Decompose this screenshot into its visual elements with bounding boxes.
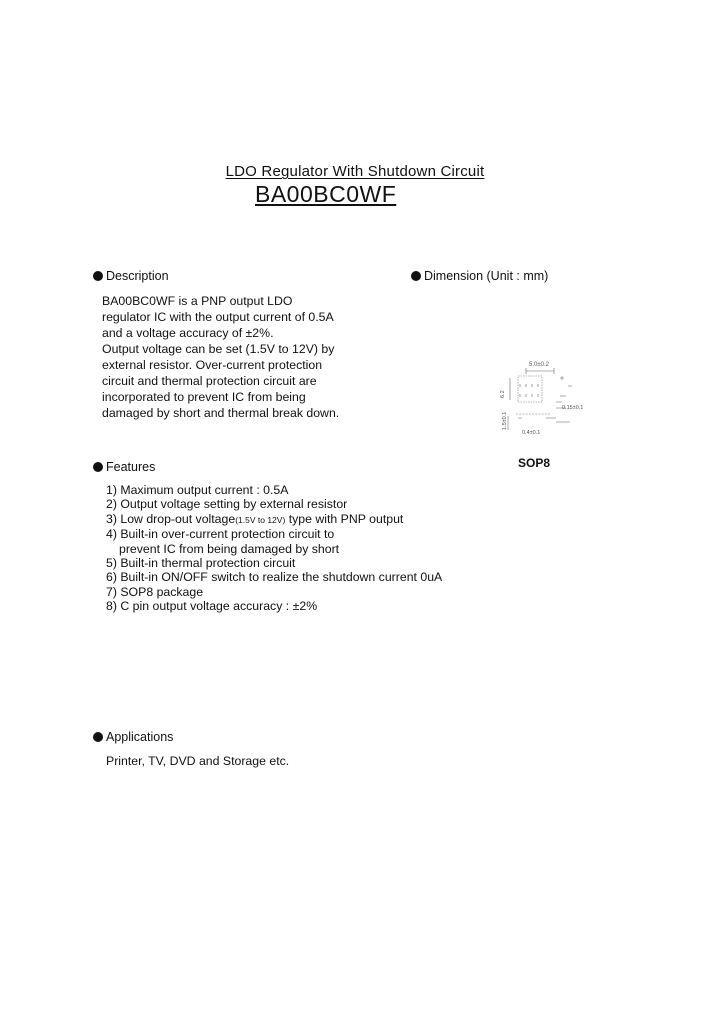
description-heading xyxy=(93,269,169,283)
description-line: damaged by short and thermal break down. xyxy=(102,406,340,420)
description-line: Output voltage can be set (1.5V to 12V) by xyxy=(102,342,335,356)
feature-item: 6) Built-in ON/OFF switch to realize the shutdown current 0uA xyxy=(106,570,443,585)
part-number-title: BA00BC0WF xyxy=(255,181,397,207)
feature-item-text: type with PNP output xyxy=(285,511,404,526)
description-line: circuit and thermal protection circuit are xyxy=(102,374,317,388)
package-label: SOP8 xyxy=(518,456,551,470)
feature-item-small-text: (1.5V to 12V) xyxy=(235,514,286,525)
bullet-icon xyxy=(411,271,421,281)
applications-heading xyxy=(93,730,173,744)
document-subtitle: LDO Regulator With Shutdown Circuit xyxy=(225,163,485,180)
feature-item: 5) Built-in thermal protection circuit xyxy=(106,556,296,571)
feature-item: 8) C pin output voltage accuracy : ±2% xyxy=(106,599,318,614)
feature-item-continuation: prevent IC from being damaged by short xyxy=(119,541,340,556)
features-heading xyxy=(93,460,155,474)
dimension-heading xyxy=(411,269,548,283)
bullet-icon xyxy=(93,462,103,472)
description-line: external resistor. Over-current protection xyxy=(102,358,323,372)
dim-label-height: 1.5±0.1 xyxy=(502,411,508,430)
svg-text:6.2: 6.2 xyxy=(500,390,506,398)
dim-label-top: 5.0±0.2 xyxy=(529,362,549,368)
dim-label-side: 0.15±0.1 xyxy=(562,405,584,411)
applications-text: Printer, TV, DVD and Storage etc. xyxy=(106,754,290,768)
description-line: incorporated to prevent IC from being xyxy=(102,390,306,404)
bullet-icon xyxy=(93,732,103,742)
applications-heading-label: Applications xyxy=(106,730,174,744)
description-line: regulator IC with the output current of 0.5A xyxy=(102,310,334,324)
description-heading-label: Description xyxy=(106,269,169,283)
feature-item xyxy=(106,512,442,527)
feature-item: 4) Built-in over-current protection circuit to xyxy=(106,527,335,542)
feature-item: 7) SOP8 package xyxy=(106,584,204,599)
description-line: and a voltage accuracy of ±2%. xyxy=(102,326,274,340)
sop8-dimension-drawing xyxy=(496,356,600,440)
feature-item-text: 3) Low drop-out voltage xyxy=(106,511,236,526)
description-paragraph xyxy=(102,293,339,421)
features-heading-label: Features xyxy=(106,460,156,474)
description-line: BA00BC0WF is a PNP output LDO xyxy=(102,294,293,308)
bullet-icon xyxy=(93,271,103,281)
feature-item: 1) Maximum output current : 0.5A xyxy=(106,483,289,497)
dim-label-pitch: 0.4±0.1 xyxy=(522,430,541,436)
dimension-heading-label: Dimension (Unit : mm) xyxy=(424,269,549,283)
feature-item: 2) Output voltage setting by external resistor xyxy=(106,497,348,512)
features-list xyxy=(106,483,442,614)
